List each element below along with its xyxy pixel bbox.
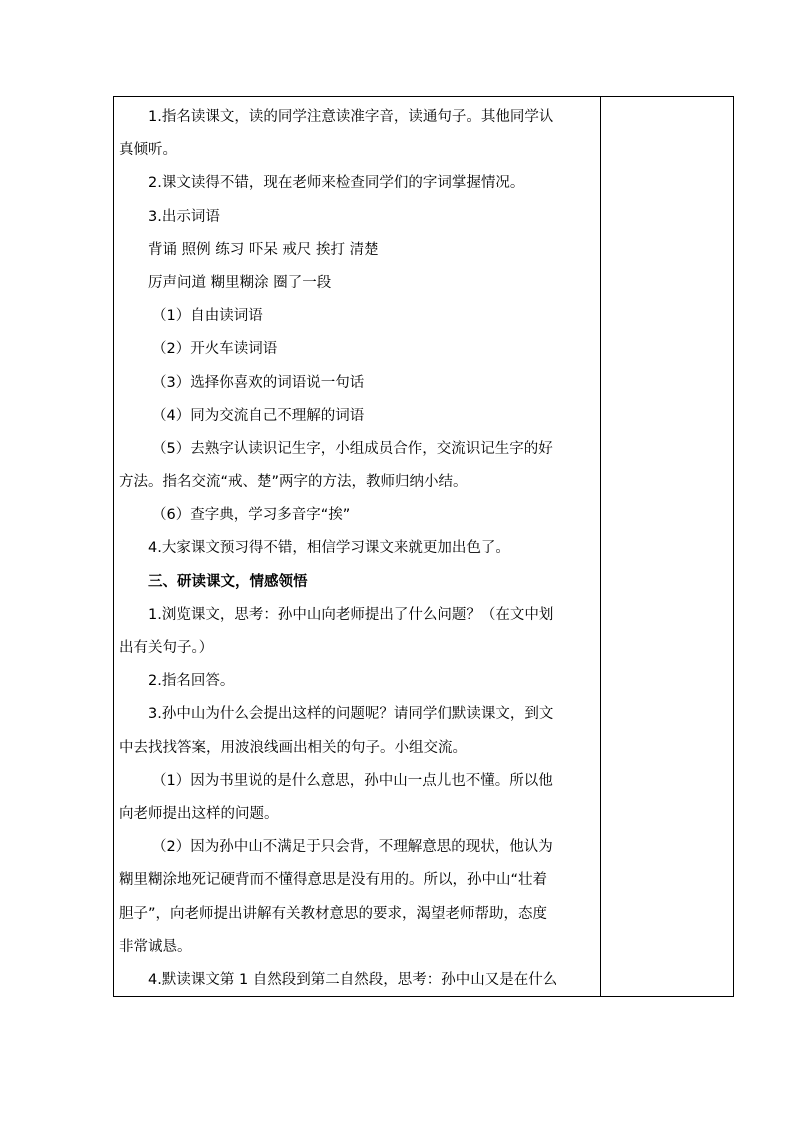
text-line: （1）因为书里说的是什么意思，孙中山一点儿也不懂。所以他	[152, 772, 553, 789]
text-line: 4.默读课文第 1 自然段到第二自然段，思考：孙中山又是在什么	[148, 971, 558, 988]
lesson-plan-table	[113, 96, 734, 997]
text-line: （1）自由读词语	[152, 308, 263, 325]
text-line: 2.课文读得不错，现在老师来检查同学们的字词掌握情况。	[148, 175, 525, 192]
text-line: 2.指名回答。	[148, 673, 235, 690]
section-heading: 三、研读课文，情感领悟	[148, 573, 308, 590]
text-line: 3.孙中山为什么会提出这样的问题呢？请同学们默读课文，到文	[148, 706, 554, 723]
notes-cell	[601, 97, 733, 996]
text-line: 中去找找答案，用波浪线画出相关的句子。小组交流。	[119, 739, 467, 756]
text-line: 1.指名读课文，读的同学注意读准字音，读通句子。其他同学认	[148, 109, 554, 125]
text-line: （4）同为交流自己不理解的词语	[152, 407, 365, 424]
text-line: （6）查字典，学习多音字“挨”	[152, 507, 351, 524]
text-line: 方法。指名交流“戒、楚”两字的方法，教师归纳小结。	[119, 474, 468, 491]
text-line: 非常诚恳。	[119, 938, 192, 955]
text-line: （2）开火车读词语	[152, 341, 278, 358]
text-line: 4.大家课文预习得不错，相信学习课文来就更加出色了。	[148, 540, 510, 557]
text-line: （5）去熟字认读识记生字，小组成员合作，交流识记生字的好	[152, 440, 553, 457]
text-line: 出有关句子。）	[119, 640, 214, 656]
lesson-content-cell	[114, 97, 601, 996]
text-line: 3.出示词语	[148, 208, 220, 225]
text-line: 1.浏览课文，思考：孙中山向老师提出了什么问题？（在文中划	[148, 606, 554, 623]
text-line: 胆子”，向老师提出讲解有关教材意思的要求，渴望老师帮助，态度	[119, 905, 548, 922]
text-line: 真倾听。	[119, 142, 177, 159]
text-line: （3）选择你喜欢的词语说一句话	[152, 374, 365, 391]
text-line: 向老师提出这样的问题。	[119, 805, 279, 822]
vocabulary-line: 厉声问道 糊里糊涂 圈了一段	[148, 274, 332, 291]
vocabulary-line: 背诵 照例 练习 吓呆 戒尺 挨打 清楚	[148, 241, 379, 258]
text-line: （2）因为孙中山不满足于只会背，不理解意思的现状，他认为	[152, 839, 553, 856]
text-line: 糊里糊涂地死记硬背而不懂得意思是没有用的。所以，孙中山“壮着	[119, 872, 548, 889]
